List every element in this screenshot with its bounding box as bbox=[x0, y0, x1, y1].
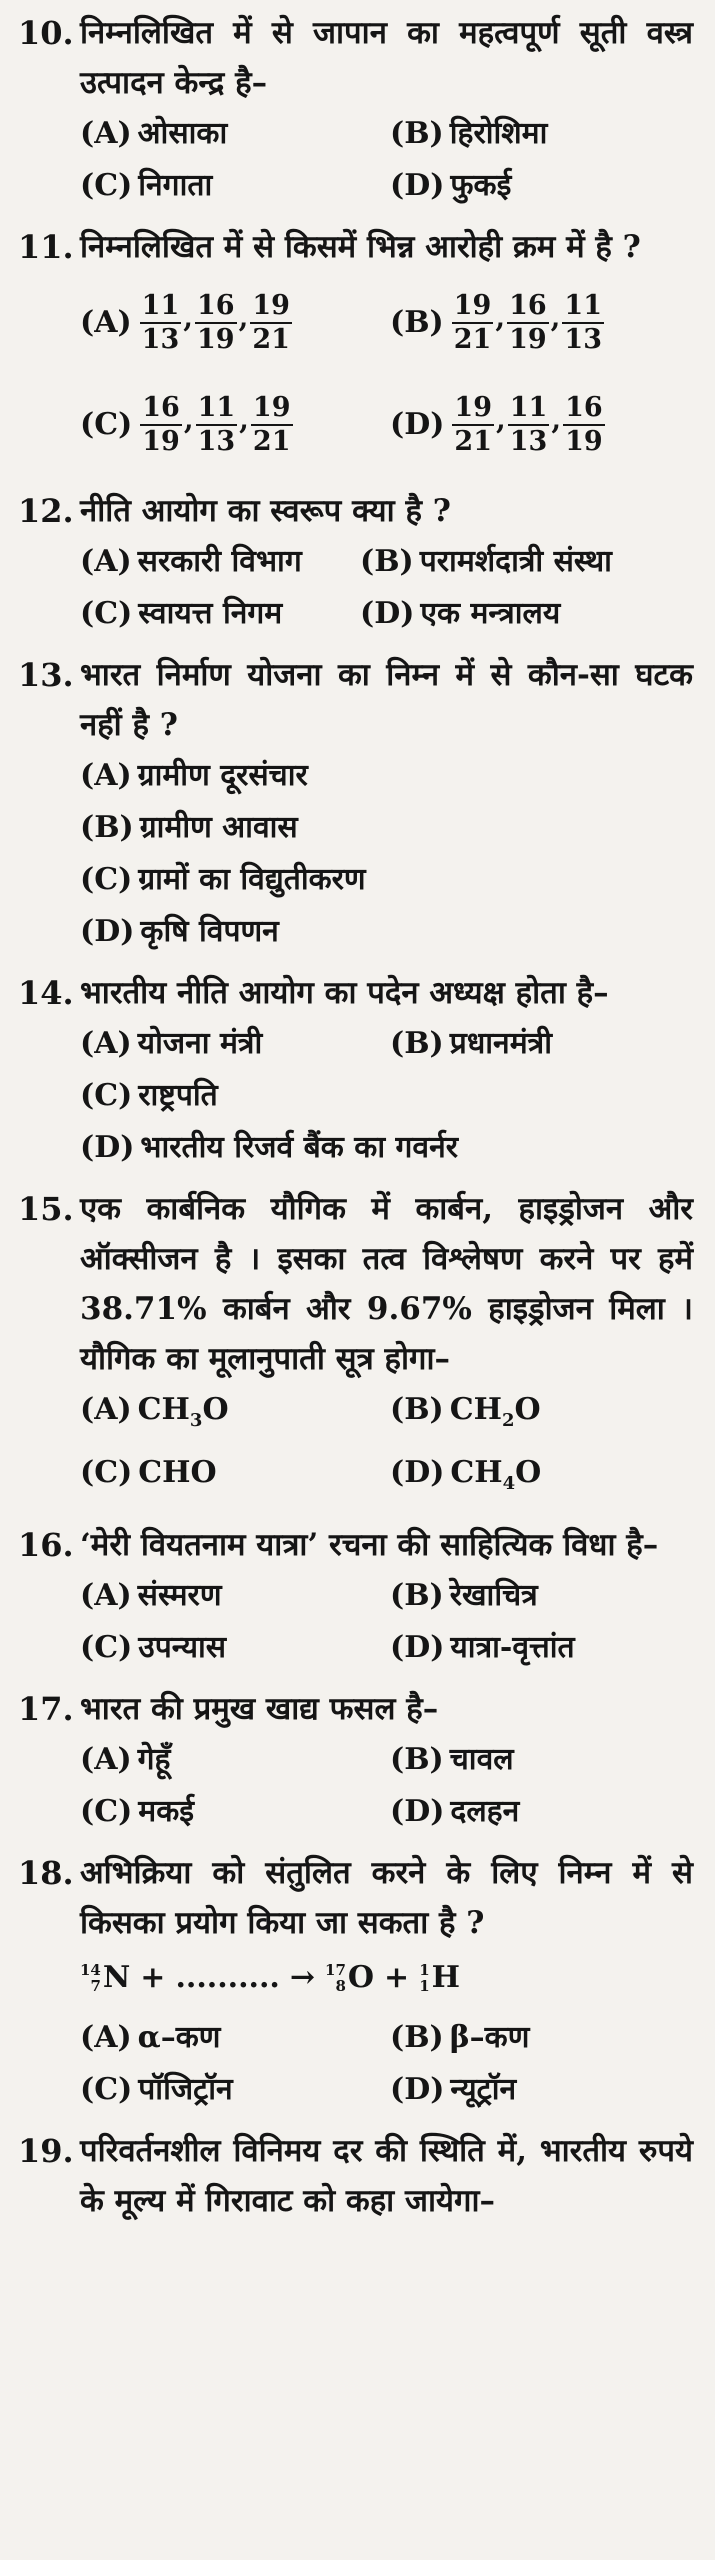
option-text: राष्ट्रपति bbox=[138, 1078, 218, 1113]
comma: , bbox=[239, 403, 249, 436]
option-label: (A) bbox=[80, 544, 132, 579]
question-11 bbox=[18, 222, 693, 476]
option-label: (D) bbox=[360, 596, 415, 631]
question-18 bbox=[18, 1848, 693, 2116]
option-d bbox=[390, 160, 693, 212]
option-text: चावल bbox=[449, 1742, 514, 1777]
option-label: (C) bbox=[80, 862, 133, 897]
nitrogen-isotope bbox=[80, 1948, 130, 2008]
question-17 bbox=[18, 1684, 693, 1838]
numerator: 19 bbox=[452, 290, 494, 324]
option-label: (B) bbox=[390, 1026, 444, 1061]
option-label: (B) bbox=[390, 1578, 444, 1613]
comma: , bbox=[183, 301, 193, 334]
element-symbol: N bbox=[102, 1960, 131, 1995]
option-a bbox=[80, 1384, 380, 1447]
denominator: 21 bbox=[252, 324, 290, 355]
question-number: 13. bbox=[18, 656, 74, 694]
option-d bbox=[390, 1622, 693, 1674]
option-text: न्यूट्रॉन bbox=[450, 2072, 517, 2107]
isotope-numbers bbox=[80, 1962, 101, 1994]
plus-sign: + bbox=[384, 1960, 410, 1995]
option-label: (A) bbox=[80, 1578, 132, 1613]
numerator: 19 bbox=[452, 392, 494, 426]
option-label: (C) bbox=[80, 407, 133, 442]
formula-base: CH bbox=[449, 1392, 502, 1427]
mass-number: 1 bbox=[419, 1961, 430, 1979]
question-text: नीति आयोग का स्वरूप क्या है ? bbox=[80, 493, 451, 529]
comma: , bbox=[238, 301, 249, 334]
option-label: (A) bbox=[80, 1392, 132, 1427]
option-label: (B) bbox=[390, 1742, 444, 1777]
option-label: (B) bbox=[360, 544, 414, 579]
option-c bbox=[80, 374, 380, 476]
question-12 bbox=[18, 486, 693, 640]
option-label: (D) bbox=[390, 2072, 445, 2107]
option-label: (D) bbox=[390, 407, 445, 442]
denominator: 21 bbox=[252, 426, 291, 457]
option-text: मकई bbox=[138, 1794, 194, 1829]
options bbox=[80, 1018, 693, 1174]
option-label: (C) bbox=[80, 596, 133, 631]
option-d bbox=[390, 1786, 693, 1838]
option-text: फुकई bbox=[450, 168, 512, 203]
option-d bbox=[390, 374, 693, 476]
question-15 bbox=[18, 1184, 693, 1510]
option-d bbox=[390, 1447, 693, 1510]
option-label: (B) bbox=[390, 305, 444, 340]
option-a bbox=[80, 1570, 380, 1622]
hydrogen-isotope bbox=[419, 1948, 460, 2008]
fraction bbox=[562, 290, 604, 356]
question-number: 18. bbox=[18, 1854, 74, 1892]
atomic-number: 7 bbox=[90, 1977, 101, 1995]
option-label: (A) bbox=[80, 305, 132, 340]
option-c bbox=[80, 588, 350, 640]
option-b bbox=[390, 272, 693, 374]
question-10 bbox=[18, 8, 693, 212]
formula-tail: O bbox=[515, 1455, 542, 1490]
option-a bbox=[80, 536, 350, 588]
option-label: (A) bbox=[80, 116, 132, 151]
option-a bbox=[80, 2012, 380, 2064]
question-number: 11. bbox=[18, 228, 74, 266]
option-text: भारतीय रिजर्व बैंक का गवर्नर bbox=[140, 1130, 459, 1165]
option-text: कृषि विपणन bbox=[140, 914, 279, 949]
option-text: यात्रा-वृत्तांत bbox=[450, 1630, 575, 1665]
fraction bbox=[195, 290, 237, 356]
fraction bbox=[196, 392, 238, 458]
question-text: परिवर्तनशील विनिमय दर की स्थिति में, भारतीय रुपये के मूल्य में गिरावाट को कहा जायेगा– bbox=[80, 2133, 693, 2219]
comma: , bbox=[183, 403, 194, 436]
question-text: अभिक्रिया को संतुलित करने के लिए निम्न में से किसका प्रयोग किया जा सकता है ? bbox=[80, 1855, 693, 1941]
numerator: 16 bbox=[563, 392, 605, 426]
question-text: भारतीय नीति आयोग का पदेन अध्यक्ष होता है– bbox=[80, 975, 609, 1011]
options bbox=[80, 1570, 693, 1674]
options bbox=[80, 1384, 693, 1510]
formula-subscript: 3 bbox=[189, 1410, 203, 1431]
option-b bbox=[80, 802, 693, 854]
option-text: α–कण bbox=[137, 2020, 221, 2055]
numerator: 11 bbox=[562, 290, 604, 324]
option-c bbox=[80, 1786, 380, 1838]
fraction bbox=[452, 392, 494, 458]
option-label: (D) bbox=[390, 168, 445, 203]
option-c bbox=[80, 1622, 380, 1674]
numerator: 19 bbox=[251, 392, 293, 426]
numerator: 16 bbox=[140, 392, 182, 426]
option-label: (B) bbox=[80, 810, 134, 845]
option-label: (D) bbox=[390, 1630, 445, 1665]
option-label: (B) bbox=[390, 2020, 444, 2055]
option-label: (A) bbox=[80, 1742, 132, 1777]
formula-subscript: 4 bbox=[502, 1473, 516, 1494]
option-text: उपन्यास bbox=[138, 1630, 227, 1665]
element-symbol: H bbox=[431, 1960, 460, 1995]
plus-sign: + bbox=[140, 1960, 166, 1995]
option-text: योजना मंत्री bbox=[137, 1026, 263, 1061]
options bbox=[80, 536, 693, 640]
option-text: सरकारी विभाग bbox=[137, 544, 302, 579]
question-text: निम्नलिखित में से किसमें भिन्न आरोही क्रम में है ? bbox=[80, 229, 641, 265]
option-label: (C) bbox=[80, 1630, 133, 1665]
numerator: 11 bbox=[508, 392, 550, 426]
question-text: ‘मेरी वियतनाम यात्रा’ रचना की साहित्यिक विधा है– bbox=[80, 1527, 659, 1563]
option-text: परामर्शदात्री संस्था bbox=[419, 544, 612, 579]
formula-tail: O bbox=[202, 1392, 229, 1427]
comma: , bbox=[550, 301, 561, 334]
option-text: ग्रामीण दूरसंचार bbox=[137, 758, 308, 793]
option-text: एक मन्त्रालय bbox=[420, 596, 561, 631]
numerator: 16 bbox=[507, 290, 549, 324]
isotope-numbers bbox=[325, 1962, 346, 1994]
numerator: 11 bbox=[196, 392, 238, 426]
option-d bbox=[360, 588, 693, 640]
mass-number: 17 bbox=[325, 1961, 346, 1979]
denominator: 19 bbox=[197, 324, 235, 355]
reaction-arrow: → bbox=[289, 1960, 316, 1995]
option-label: (C) bbox=[80, 1794, 133, 1829]
options bbox=[80, 1734, 693, 1838]
option-a bbox=[80, 1018, 380, 1070]
fraction bbox=[452, 290, 494, 356]
fraction bbox=[251, 392, 293, 458]
comma: , bbox=[551, 403, 562, 436]
question-13 bbox=[18, 650, 693, 958]
formula-base: CH bbox=[137, 1392, 190, 1427]
question-number: 17. bbox=[18, 1690, 74, 1728]
oxygen-isotope bbox=[325, 1948, 374, 2008]
question-16 bbox=[18, 1520, 693, 1674]
option-label: (C) bbox=[80, 1455, 133, 1490]
option-c bbox=[80, 854, 693, 906]
question-text: भारत की प्रमुख खाद्य फसल है– bbox=[80, 1691, 439, 1727]
option-c bbox=[80, 1447, 380, 1510]
option-text: निगाता bbox=[138, 168, 213, 203]
option-b bbox=[390, 2012, 693, 2064]
option-text: β–कण bbox=[449, 2020, 530, 2055]
denominator: 13 bbox=[197, 426, 236, 457]
fraction bbox=[140, 290, 182, 356]
options bbox=[80, 750, 693, 958]
option-text: पॉजिट्रॉन bbox=[138, 2072, 233, 2107]
denominator: 21 bbox=[454, 426, 492, 457]
option-label: (D) bbox=[390, 1455, 445, 1490]
denominator: 19 bbox=[565, 426, 603, 457]
option-text: ग्रामीण आवास bbox=[139, 810, 298, 845]
option-d bbox=[80, 1122, 693, 1174]
option-label: (B) bbox=[390, 116, 444, 151]
denominator: 19 bbox=[142, 426, 180, 457]
comma: , bbox=[495, 301, 506, 334]
option-text: दलहन bbox=[450, 1794, 520, 1829]
option-text: ओसाका bbox=[137, 116, 228, 151]
option-c bbox=[80, 2064, 380, 2116]
option-label: (D) bbox=[80, 1130, 135, 1165]
atomic-number: 1 bbox=[419, 1977, 430, 1995]
option-a bbox=[80, 750, 693, 802]
formula-base: CH bbox=[450, 1455, 503, 1490]
question-14 bbox=[18, 968, 693, 1174]
options bbox=[80, 2012, 693, 2116]
option-c bbox=[80, 1070, 693, 1122]
question-text: निम्नलिखित में से जापान का महत्वपूर्ण सूती वस्त्र उत्पादन केन्द्र है– bbox=[80, 15, 693, 101]
question-number: 15. bbox=[18, 1190, 74, 1228]
question-number: 12. bbox=[18, 492, 74, 530]
option-b bbox=[390, 108, 693, 160]
fraction bbox=[508, 392, 550, 458]
atomic-number: 8 bbox=[335, 1977, 346, 1995]
options bbox=[80, 272, 693, 476]
fraction bbox=[507, 290, 549, 356]
denominator: 13 bbox=[141, 324, 180, 355]
formula-base: CHO bbox=[138, 1455, 217, 1490]
question-number: 14. bbox=[18, 974, 74, 1012]
question-number: 10. bbox=[18, 14, 74, 52]
nuclear-reaction bbox=[80, 1948, 693, 2008]
option-label: (A) bbox=[80, 1026, 132, 1061]
denominator: 19 bbox=[509, 324, 547, 355]
option-b bbox=[360, 536, 693, 588]
mass-number: 14 bbox=[80, 1961, 101, 1979]
isotope-numbers bbox=[419, 1962, 429, 1994]
option-text: गेहूँ bbox=[137, 1742, 171, 1777]
option-label: (C) bbox=[80, 2072, 133, 2107]
option-b bbox=[390, 1734, 693, 1786]
option-label: (C) bbox=[80, 1078, 133, 1113]
numerator: 16 bbox=[195, 290, 237, 324]
option-label: (A) bbox=[80, 758, 132, 793]
question-19 bbox=[18, 2126, 693, 2226]
numerator: 19 bbox=[250, 290, 292, 324]
question-text: भारत निर्माण योजना का निम्न में से कौन-सा घटक नहीं है ? bbox=[80, 657, 693, 743]
option-b bbox=[390, 1018, 693, 1070]
option-text: संस्मरण bbox=[137, 1578, 222, 1613]
options bbox=[80, 108, 693, 212]
option-label: (B) bbox=[390, 1392, 444, 1427]
element-symbol: O bbox=[347, 1960, 375, 1995]
option-text: ग्रामों का विद्युतीकरण bbox=[138, 862, 366, 897]
option-text: स्वायत्त निगम bbox=[138, 596, 283, 631]
numerator: 11 bbox=[140, 290, 182, 324]
option-text: प्रधानमंत्री bbox=[449, 1026, 552, 1061]
option-d bbox=[80, 906, 693, 958]
comma: , bbox=[495, 403, 506, 436]
option-d bbox=[390, 2064, 693, 2116]
formula-tail: O bbox=[514, 1392, 541, 1427]
fraction bbox=[563, 392, 605, 458]
question-text: एक कार्बनिक यौगिक में कार्बन, हाइड्रोजन और ऑक्सीजन है । इसका तत्व विश्लेषण करने पर हमें 38.71% कार्बन और 9.67% हाइड्रोजन मिला । यौगिक का मूलानुपाती सूत्र होगा– bbox=[80, 1191, 693, 1377]
question-number: 16. bbox=[18, 1526, 74, 1564]
option-label: (C) bbox=[80, 168, 133, 203]
option-a bbox=[80, 1734, 380, 1786]
option-c bbox=[80, 160, 380, 212]
option-b bbox=[390, 1384, 693, 1447]
option-label: (A) bbox=[80, 2020, 132, 2055]
fraction bbox=[250, 290, 292, 356]
option-label: (D) bbox=[80, 914, 135, 949]
option-a bbox=[80, 108, 380, 160]
option-text: हिरोशिमा bbox=[449, 116, 548, 151]
option-label: (D) bbox=[390, 1794, 445, 1829]
option-a bbox=[80, 272, 380, 374]
denominator: 13 bbox=[509, 426, 548, 457]
fraction bbox=[140, 392, 182, 458]
formula-subscript: 2 bbox=[501, 1410, 515, 1431]
denominator: 13 bbox=[564, 324, 602, 355]
option-b bbox=[390, 1570, 693, 1622]
denominator: 21 bbox=[453, 324, 492, 355]
blank: .......... bbox=[175, 1960, 280, 1995]
option-text: रेखाचित्र bbox=[449, 1578, 538, 1613]
question-number: 19. bbox=[18, 2132, 74, 2170]
